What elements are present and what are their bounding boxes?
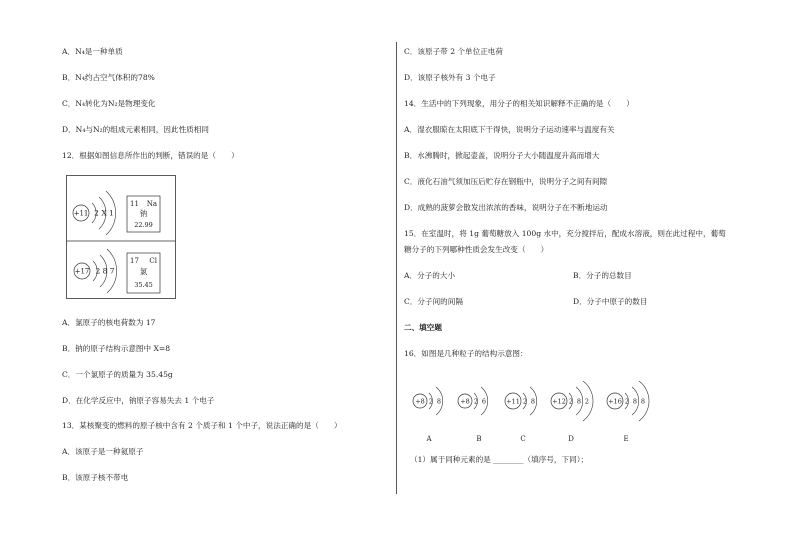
q14-option-c: C．液化石油气须加压后贮存在钢瓶中，说明分子之间有间隙 (404, 177, 608, 186)
cl-name: 氯 (139, 267, 148, 276)
q12-figure (66, 175, 176, 299)
q12-option-a: A．氯原子的核电荷数为 17 (62, 318, 156, 327)
q11-option-c: C．N₄转化为N₂是物理变化 (62, 99, 156, 108)
q11-option-d: D．N₄与N₂的组成元素相同，因此性质相同 (62, 125, 209, 134)
q13-option-a: A．该原子是一种氦原子 (62, 447, 144, 456)
particle-a-shell-2: 8 (436, 397, 442, 406)
particle-d-shell-3: 2 (584, 397, 590, 406)
q12-option-c: C．一个氯原子的质量为 35.45g (62, 370, 173, 379)
particle-e-label: E (623, 435, 629, 443)
section-title-fill-blank: 二、填空题 (404, 323, 442, 332)
particle-e-shell-3: 8 (640, 397, 646, 406)
na-shells-label: 2 X 1 (94, 208, 114, 218)
q12-option-b: B．钠的原子结构示意图中 X=8 (62, 344, 171, 353)
particle-a-nucleus: +8 (415, 397, 425, 406)
q13-option-c: C．该原子带 2 个单位正电荷 (404, 47, 503, 56)
na-atomic-number: 11 (130, 200, 139, 208)
particle-c (505, 387, 537, 443)
q13-option-d: D．该原子核外有 3 个电子 (404, 73, 496, 82)
na-symbol: Na (146, 200, 157, 208)
cl-atomic-number: 17 (130, 257, 139, 265)
particle-e-shell-1: 2 (624, 397, 630, 406)
q14-option-b: B．水沸腾时，掀起壶盖，说明分子大小随温度升高而增大 (404, 151, 600, 160)
q11-option-a: A．N₄是一种单质 (62, 47, 123, 56)
particle-d-label: D (568, 435, 574, 443)
q12-stem: 12．根据如图信息所作出的判断，错误的是（ ） (62, 151, 239, 160)
particle-b-shell-1: 2 (473, 397, 479, 406)
particle-e-shell-2: 8 (632, 397, 638, 406)
cl-symbol: Cl (149, 257, 157, 265)
q12-option-d: D．在化学反应中，钠原子容易失去 1 个电子 (62, 396, 215, 405)
particle-c-nucleus: +11 (506, 397, 520, 406)
particle-c-label: C (520, 435, 526, 443)
q15-option-c: C．分子间的间隔 (404, 297, 463, 306)
particle-e (607, 381, 649, 443)
column-divider (396, 42, 397, 494)
q14-stem: 14．生活中的下列现象，用分子的相关知识解释不正确的是（ ） (404, 99, 634, 108)
na-mass: 22.99 (134, 221, 153, 229)
particle-b-nucleus: +8 (460, 397, 470, 406)
q15-stem-line2: 糖分子的下列哪种性质会发生改变（ ） (404, 245, 549, 254)
cl-atom-diagram (74, 249, 117, 293)
cl-element-card (127, 253, 160, 293)
q15-option-b: B．分子的总数目 (573, 271, 632, 280)
q15-option-a: A．分子的大小 (404, 271, 456, 280)
particle-c-shell-2: 8 (530, 397, 536, 406)
particle-d-shell-1: 2 (568, 397, 574, 406)
cl-mass: 35.45 (134, 281, 153, 289)
q13-option-b: B．该原子核不带电 (62, 473, 129, 482)
particle-b-shell-2: 6 (481, 397, 487, 406)
cl-shells-label: 2 8 7 (95, 266, 115, 276)
q11-option-b: B．N₄约占空气体积的78% (62, 73, 155, 82)
particle-d-shell-2: 8 (576, 397, 582, 406)
figure-frame (67, 176, 176, 299)
q13-stem: 13．某核聚变的燃料的原子核中含有 2 个质子和 1 个中子，说法正确的是（ ） (62, 421, 342, 430)
particle-b-label: B (476, 435, 482, 443)
q16-stem: 16．如图是几种粒子的结构示意图： (404, 349, 528, 358)
q15-option-d: D．分子中原子的数目 (573, 297, 648, 306)
particle-c-shell-1: 2 (522, 397, 528, 406)
na-name: 钠 (139, 209, 148, 218)
q16-figure (410, 375, 670, 445)
particle-a-label: A (426, 435, 432, 443)
particle-d-nucleus: +12 (552, 397, 566, 406)
q16-sub1: （1）属于同种元素的是 ________（填序号，下同）； (410, 455, 589, 464)
particle-b (458, 387, 488, 443)
q14-option-d: D．成熟的菠萝会散发出浓浓的香味，说明分子在不断地运动 (404, 203, 608, 212)
na-atom-diagram (73, 191, 116, 235)
particle-a (413, 387, 443, 443)
particle-e-nucleus: +16 (608, 397, 622, 406)
particle-a-shell-1: 2 (428, 397, 434, 406)
na-element-card (127, 196, 160, 232)
q15-stem-line1: 15．在室温时，将 1g 葡萄糖放入 100g 水中，充分搅拌后，配成水溶液，则在此过程中，葡萄 (404, 229, 726, 238)
q14-option-a: A．湿衣服晾在太阳底下干得快，说明分子运动速率与温度有关 (404, 125, 615, 134)
particle-d (551, 381, 593, 443)
na-nucleus-label: +11 (73, 209, 89, 218)
cl-nucleus-label: +17 (74, 267, 90, 276)
